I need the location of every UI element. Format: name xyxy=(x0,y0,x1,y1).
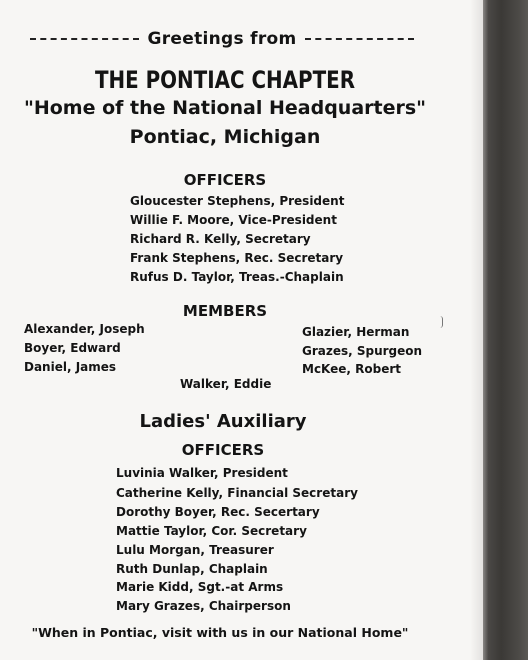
chapter-location: Pontiac, Michigan xyxy=(129,126,321,148)
auxiliary-title: Ladies' Auxiliary xyxy=(139,411,307,432)
auxiliary-officer-item: Mattie Taylor, Cor. Secretary xyxy=(116,524,307,538)
member-left: Boyer, Edward xyxy=(24,341,121,355)
officers-heading: OFFICERS xyxy=(183,171,267,189)
member-left: Daniel, James xyxy=(24,360,117,374)
binding-edge xyxy=(483,0,528,660)
members-heading: MEMBERS xyxy=(182,302,268,320)
member-left: Alexander, Joseph xyxy=(24,322,145,336)
closing-quote: "When in Pontiac, visit with us in our National Home" xyxy=(31,625,409,640)
greeting-text: Greetings from xyxy=(147,29,297,49)
auxiliary-officer-item: Luvinia Walker, President xyxy=(116,466,288,480)
auxiliary-officer-item: Lulu Morgan, Treasurer xyxy=(116,543,274,557)
officer-item: Willie F. Moore, Vice-President xyxy=(130,213,337,227)
auxiliary-officer-item: Mary Grazes, Chairperson xyxy=(116,599,291,613)
officer-item: Frank Stephens, Rec. Secretary xyxy=(130,251,344,265)
member-right: McKee, Robert xyxy=(302,362,402,376)
officer-item: Gloucester Stephens, President xyxy=(130,194,345,208)
member-right: Glazier, Herman xyxy=(302,325,410,339)
auxiliary-officer-item: Marie Kidd, Sgt.-at Arms xyxy=(116,580,284,594)
officer-item: Rufus D. Taylor, Treas.-Chaplain xyxy=(130,270,344,284)
auxiliary-officer-item: Catherine Kelly, Financial Secretary xyxy=(116,486,358,500)
officer-item: Richard R. Kelly, Secretary xyxy=(130,232,311,246)
auxiliary-officer-item: Ruth Dunlap, Chaplain xyxy=(116,562,268,576)
auxiliary-officer-item: Dorothy Boyer, Rec. Secertary xyxy=(116,505,320,519)
chapter-title: THE PONTIAC CHAPTER xyxy=(94,66,356,94)
left-dashed-rule xyxy=(30,38,139,40)
member-center: Walker, Eddie xyxy=(180,377,272,391)
chapter-subtitle: "Home of the National Headquarters" xyxy=(23,97,427,119)
auxiliary-officers-heading: OFFICERS xyxy=(181,441,265,459)
right-dashed-rule xyxy=(305,38,414,40)
member-right: Grazes, Spurgeon xyxy=(302,344,423,358)
greeting-line xyxy=(22,26,422,52)
